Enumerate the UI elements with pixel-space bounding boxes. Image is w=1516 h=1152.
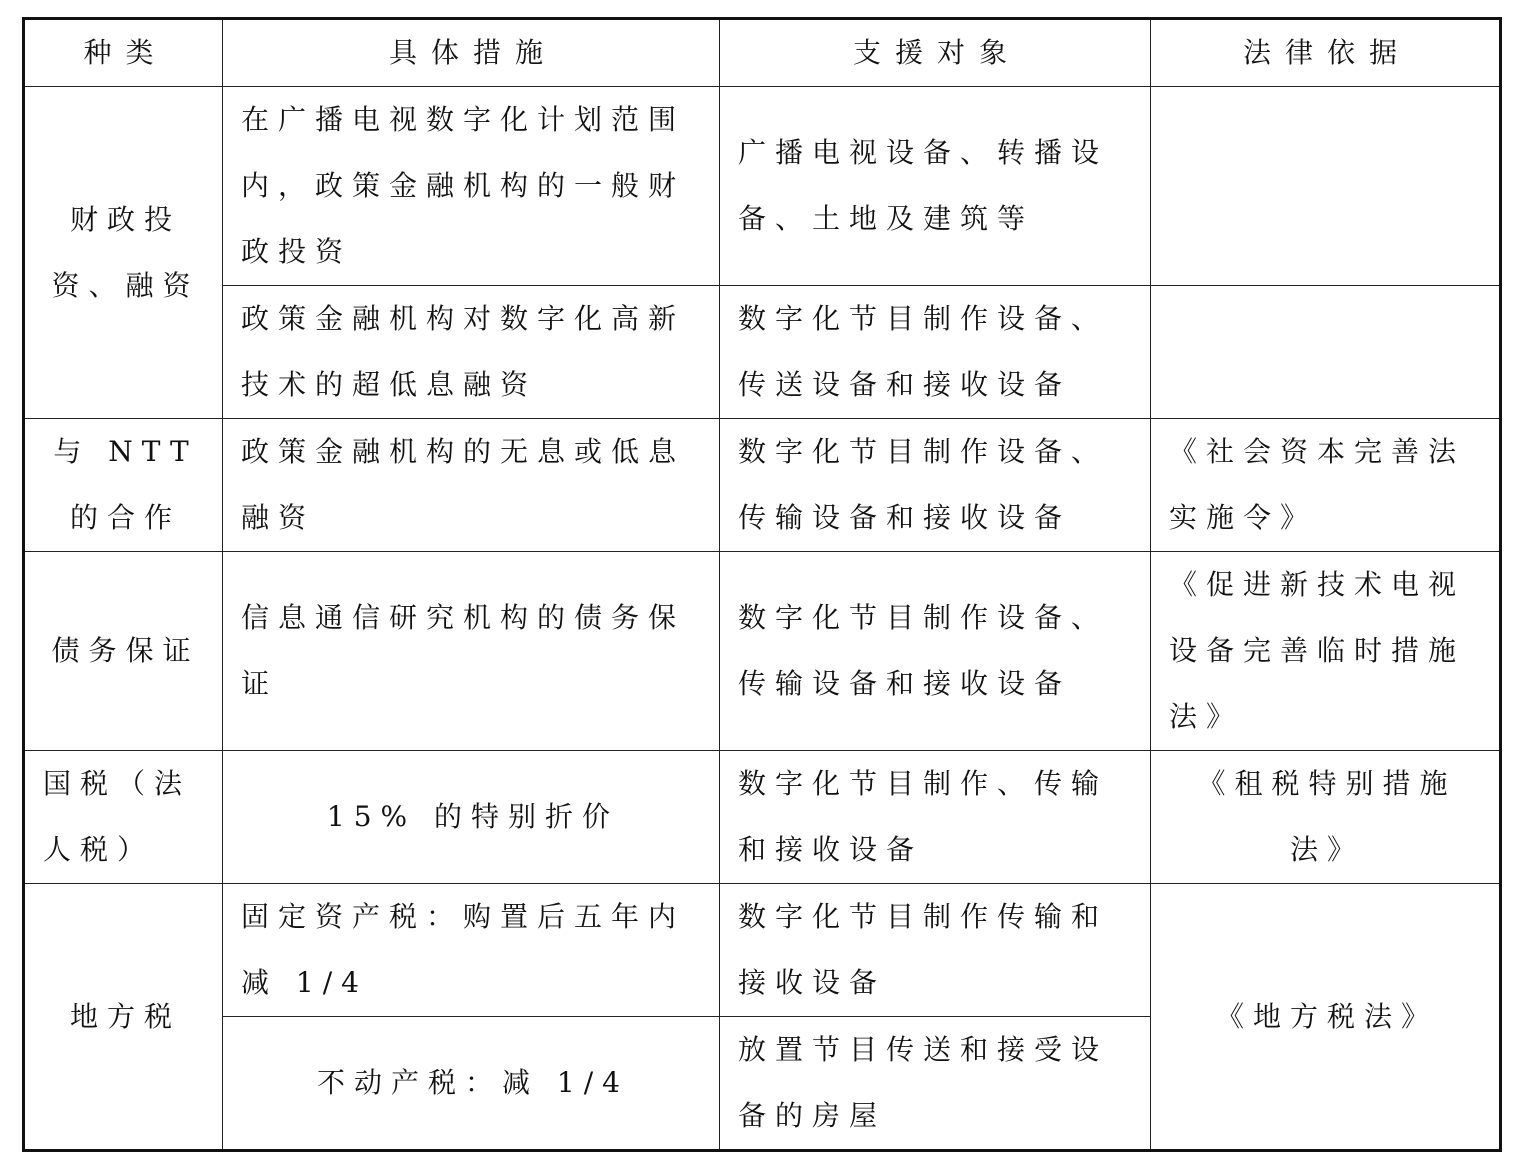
measure-cell: 政策金融机构对数字化高新技术的超低息融资 bbox=[223, 286, 720, 419]
category-cell: 债务保证 bbox=[24, 552, 223, 751]
table-row bbox=[24, 884, 1501, 1017]
category-cell: 国税（法人税） bbox=[24, 751, 223, 884]
header-measure: 具体措施 bbox=[223, 19, 720, 87]
category-cell: 地方税 bbox=[24, 884, 223, 1151]
target-cell: 数字化节目制作设备、传输设备和接收设备 bbox=[720, 552, 1151, 751]
header-basis: 法律依据 bbox=[1151, 19, 1501, 87]
target-cell: 放置节目传送和接受设备的房屋 bbox=[720, 1017, 1151, 1151]
target-cell: 广播电视设备、转播设备、土地及建筑等 bbox=[720, 87, 1151, 286]
measure-cell: 不动产税：减 1/4 bbox=[223, 1017, 720, 1151]
table-row bbox=[24, 419, 1501, 552]
table-header-row bbox=[24, 19, 1501, 87]
basis-cell: 《社会资本完善法实施令》 bbox=[1151, 419, 1501, 552]
basis-cell bbox=[1151, 87, 1501, 286]
table-row bbox=[24, 751, 1501, 884]
measure-cell: 信息通信研究机构的债务保证 bbox=[223, 552, 720, 751]
table-row bbox=[24, 87, 1501, 286]
table-row bbox=[24, 552, 1501, 751]
basis-cell: 《促进新技术电视设备完善临时措施法》 bbox=[1151, 552, 1501, 751]
measure-cell: 15% 的特别折价 bbox=[223, 751, 720, 884]
category-cell: 与 NTT 的合作 bbox=[24, 419, 223, 552]
target-cell: 数字化节目制作、传输和接收设备 bbox=[720, 751, 1151, 884]
header-category: 种类 bbox=[24, 19, 223, 87]
target-cell: 数字化节目制作设备、传输设备和接收设备 bbox=[720, 419, 1151, 552]
basis-cell: 《地方税法》 bbox=[1151, 884, 1501, 1151]
measure-cell: 在广播电视数字化计划范围内，政策金融机构的一般财政投资 bbox=[223, 87, 720, 286]
target-cell: 数字化节目制作传输和接收设备 bbox=[720, 884, 1151, 1017]
category-cell: 财政投资、融资 bbox=[24, 87, 223, 419]
policy-table bbox=[22, 17, 1502, 1152]
measure-cell: 政策金融机构的无息或低息融资 bbox=[223, 419, 720, 552]
header-target: 支援对象 bbox=[720, 19, 1151, 87]
basis-cell bbox=[1151, 286, 1501, 419]
basis-cell: 《租税特别措施法》 bbox=[1151, 751, 1501, 884]
target-cell: 数字化节目制作设备、传送设备和接收设备 bbox=[720, 286, 1151, 419]
measure-cell: 固定资产税：购置后五年内减 1/4 bbox=[223, 884, 720, 1017]
table-row bbox=[24, 286, 1501, 419]
